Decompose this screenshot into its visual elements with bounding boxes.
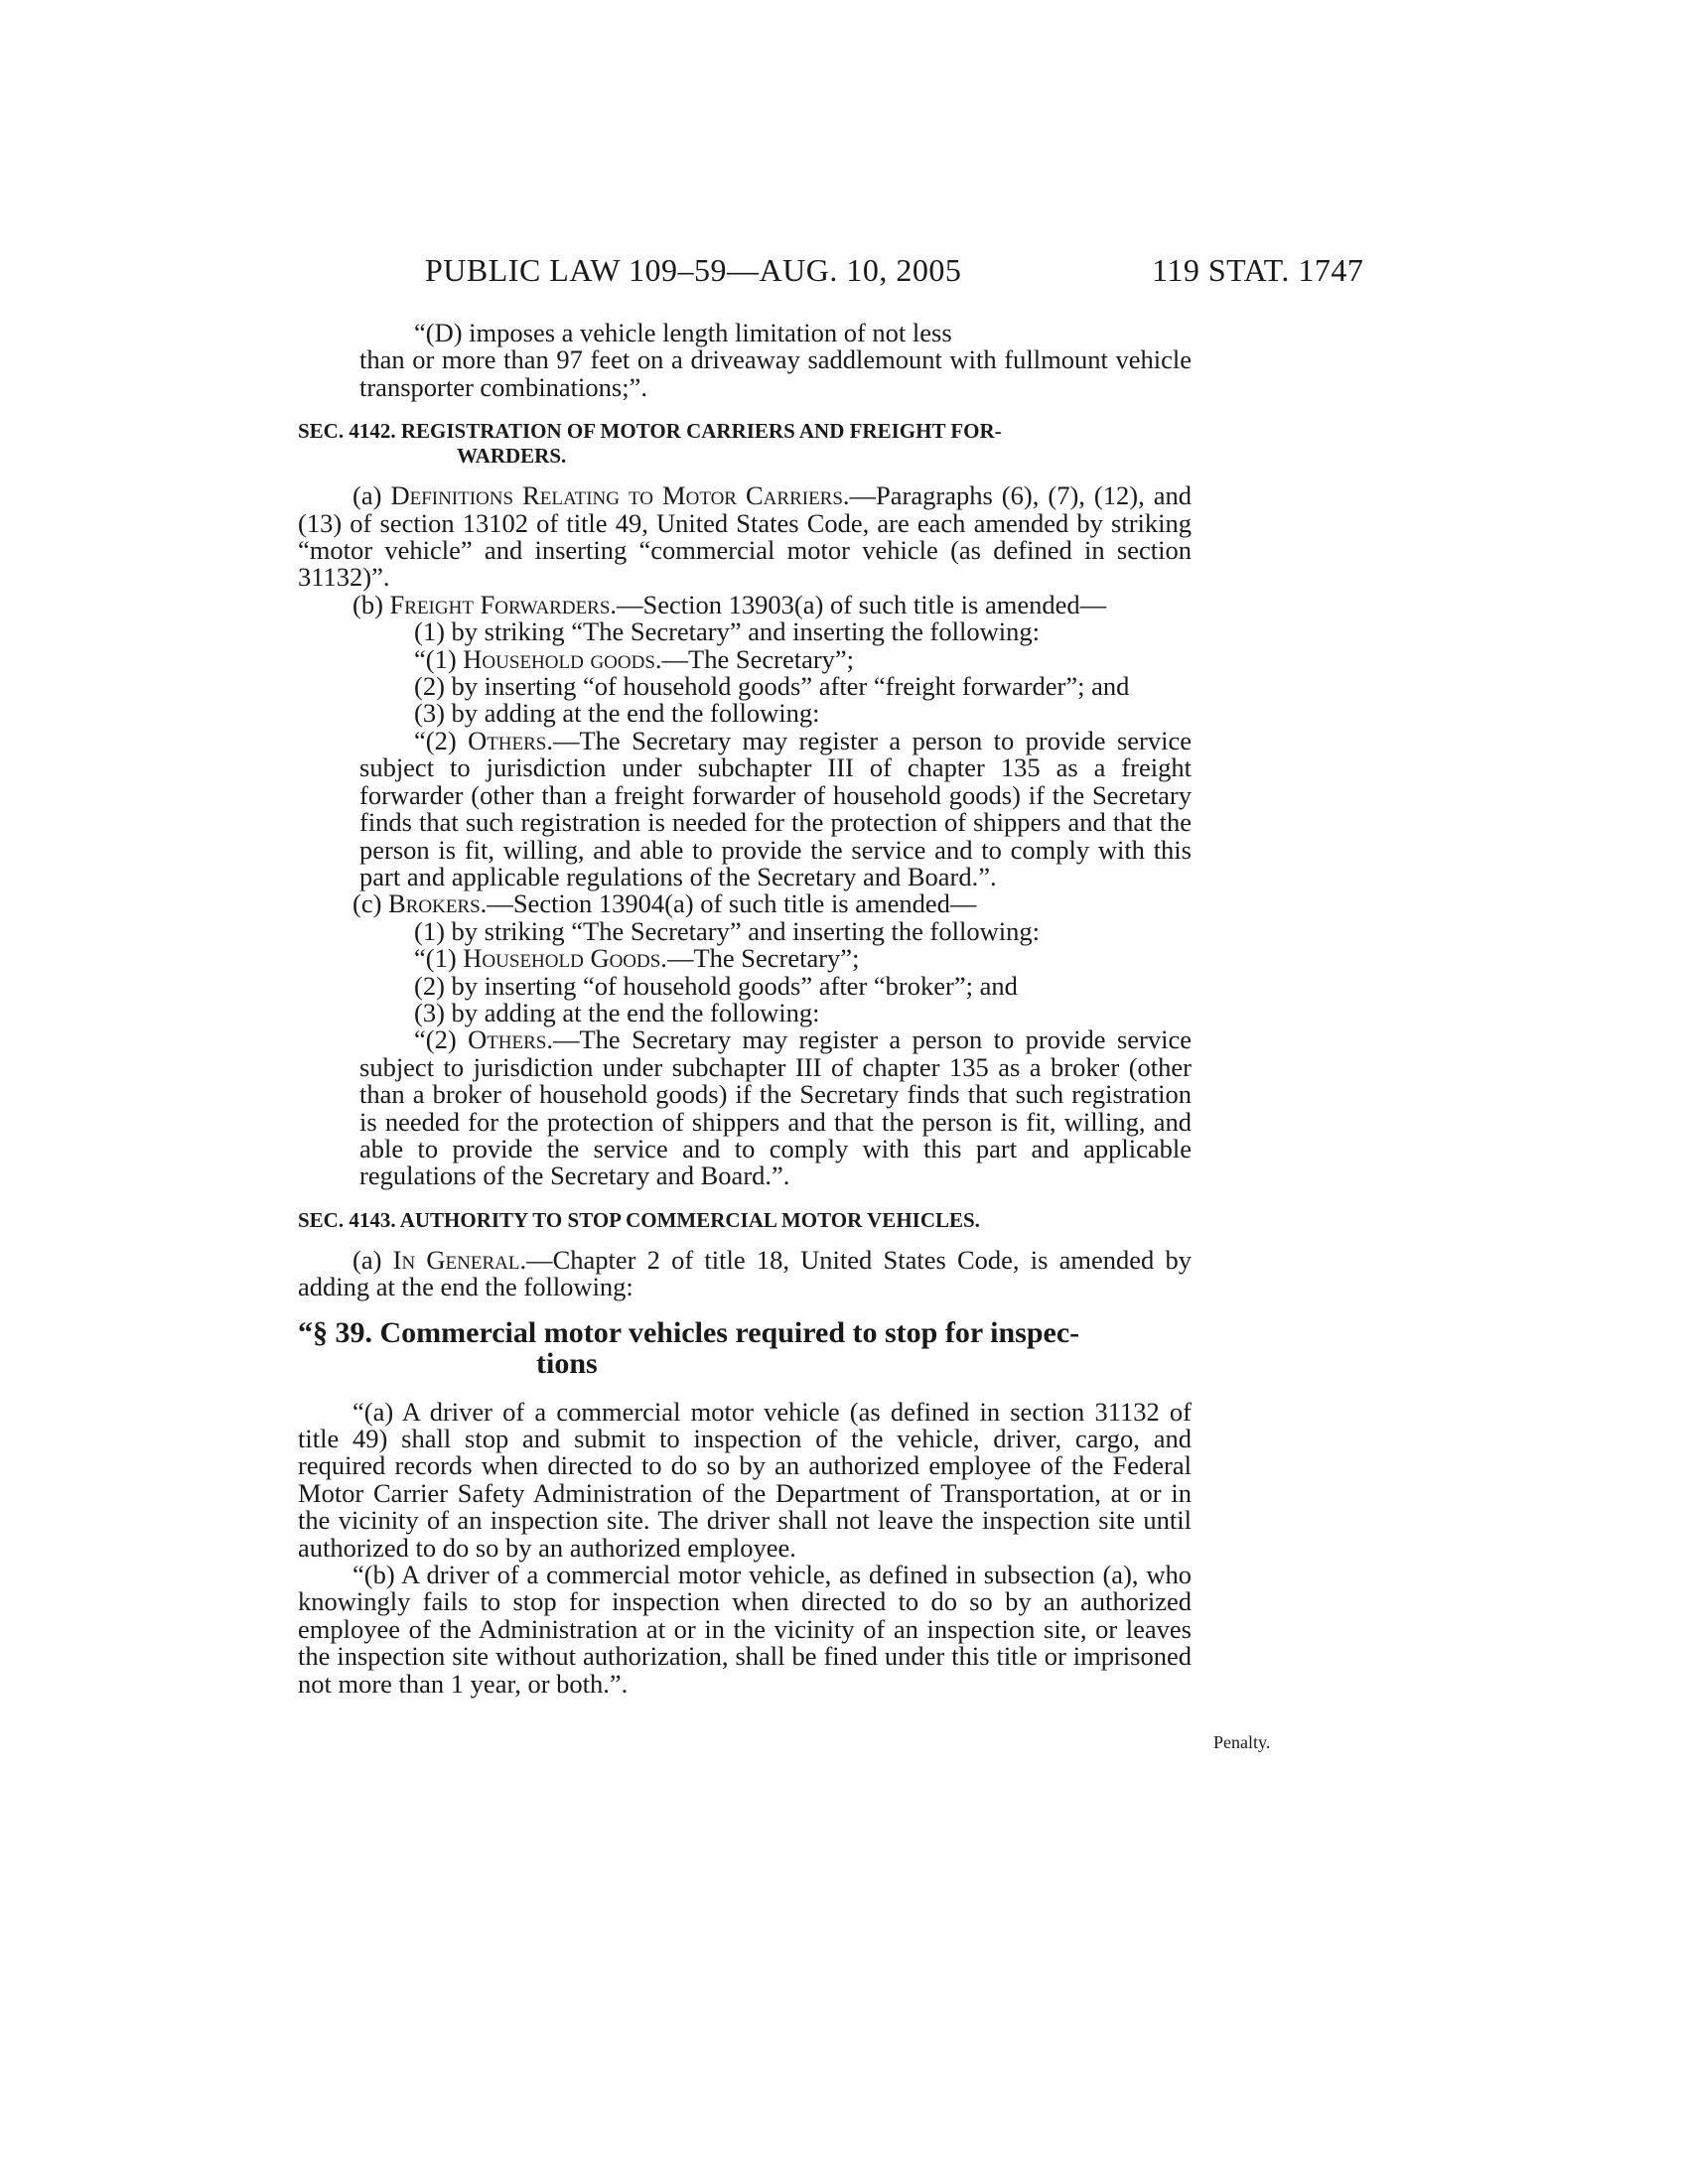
- subsection-c-item-1-quote: [359, 945, 1192, 972]
- quote-post: —The Secretary”;: [666, 943, 860, 974]
- subsection-b-item-3: (3) by adding at the end the following:: [414, 698, 820, 729]
- subsection-b-item-2: (2) by inserting “of household goods” after “freight forwarder”; and: [414, 671, 1130, 702]
- subsection-a-general: [298, 1244, 1192, 1302]
- section-39-heading-line1: “§ 39. Commercial motor vehicles required to stop for inspec-: [298, 1315, 1080, 1349]
- clause-d-rest: than or more than 97 feet on a driveaway saddlemount with fullmount vehicle transporter combinations;”.: [359, 344, 1192, 402]
- subsection-a-label: (a): [352, 480, 391, 511]
- section-4142-heading-line2: WARDERS.: [457, 444, 567, 469]
- subsection-c-text: —Section 13904(a) of such title is amended—: [487, 888, 977, 919]
- subsection-a-general-caption: In General.: [392, 1244, 527, 1275]
- subsection-c-item-3: (3) by adding at the end the following:: [414, 997, 820, 1027]
- subsection-a-text: —Paragraphs (6), (7), (12), and (13) of section 13102 of title 49, United States Code, are each amended by striking “motor vehicle” and inserting “commercial motor vehicle (as defined in section 31132)”.: [298, 480, 1192, 593]
- quote-caption: Household goods.: [463, 643, 662, 674]
- section-39-heading-line2: tions: [536, 1346, 598, 1380]
- section-39-subsection-b: “(b) A driver of a commercial motor vehicle, as defined in subsection (a), who knowingly fails to stop for inspection when directed to do so by an authorized employee of the Administration at or in the vicinity of an inspection site, or leaves the inspection site without authorization, shall be fined under this title or imprisoned not more than 1 year, or both.”.: [298, 1560, 1192, 1699]
- others-pre: “(2): [414, 1024, 469, 1055]
- section-39-heading: [298, 1317, 1192, 1379]
- section-4142-heading: [298, 419, 1192, 469]
- subsection-c-others: [359, 1026, 1192, 1189]
- subsection-c-item-1: (1) by striking “The Secretary” and inserting the following:: [414, 915, 1040, 946]
- running-header-title: PUBLIC LAW 109–59—AUG. 10, 2005: [425, 252, 962, 288]
- subsection-a-caption: Definitions Relating to Motor Carriers.: [390, 480, 850, 511]
- quote-caption: Household Goods.: [463, 943, 667, 974]
- others-text: —The Secretary may register a person to provide service subject to jurisdiction under subchapter III of chapter 135 as a broker (other than a broker of household goods) if the Secretary finds that such registration is needed for the protection of shippers and that the person is fit, willing, and able to provide the service and to comply with this part and applicable regulations of the Secretary and Board.”.: [359, 1024, 1192, 1191]
- subsection-b-freight: [298, 589, 1192, 619]
- subsection-a-general-text: —Chapter 2 of title 18, United States Code, is amended by adding at the end the following:: [298, 1244, 1192, 1302]
- subsection-b-label: (b): [352, 589, 390, 619]
- subsection-a-definitions: [298, 482, 1192, 592]
- quote-post: —The Secretary”;: [661, 643, 855, 674]
- section-4142-heading-line1: SEC. 4142. REGISTRATION OF MOTOR CARRIERS AND FREIGHT FOR-: [298, 419, 1002, 444]
- others-caption: Others.: [468, 1024, 553, 1055]
- subsection-c-label: (c): [352, 888, 389, 919]
- clause-d-line1: “(D) imposes a vehicle length limitation of not less: [414, 318, 952, 347]
- subsection-a-general-label: (a): [352, 1244, 393, 1275]
- running-header-stat-page: 119 STAT. 1747: [1152, 252, 1364, 288]
- quote-pre: “(1): [414, 943, 464, 974]
- subsection-b-text: —Section 13903(a) of such title is amended—: [617, 589, 1107, 619]
- others-caption: Others.: [468, 725, 553, 755]
- subsection-b-item-1-quote: [359, 643, 1192, 674]
- subsection-b-caption: Freight Forwarders.: [389, 589, 618, 619]
- others-text: —The Secretary may register a person to provide service subject to jurisdiction under subchapter III of chapter 135 as a freight forwarder (other than a freight forwarder of household goods) if the Secretary finds that such registration is needed for the protection of shippers and that the person is fit, willing, and able to provide the service and to comply with this part and applicable regulations of the Secretary and Board.”.: [359, 725, 1192, 891]
- quote-pre: “(1): [414, 643, 464, 674]
- clause-d: [359, 320, 1192, 401]
- body-text: [298, 320, 1192, 1698]
- subsection-c-brokers: [298, 890, 1192, 917]
- section-4143-heading: SEC. 4143. AUTHORITY TO STOP COMMERCIAL MOTOR VEHICLES.: [298, 1207, 980, 1232]
- others-pre: “(2): [414, 725, 469, 755]
- section-39-subsection-a: “(a) A driver of a commercial motor vehicle (as defined in section 31132 of title 49) shall stop and submit to inspection of the vehicle, driver, cargo, and required records when directed to do so by an authorized employee of the Federal Motor Carrier Safety Administration of the Department of Transportation, at or in the vicinity of an inspection site. The driver shall not leave the inspection site until authorized to do so by an authorized employee.: [298, 1396, 1192, 1563]
- margin-note-penalty: Penalty.: [1213, 1732, 1271, 1752]
- subsection-b-others: [359, 725, 1192, 891]
- subsection-c-caption: Brokers.: [388, 888, 488, 919]
- subsection-c-item-2: (2) by inserting “of household goods” after “broker”; and: [414, 970, 1018, 1001]
- subsection-b-item-1: (1) by striking “The Secretary” and inserting the following:: [414, 616, 1040, 647]
